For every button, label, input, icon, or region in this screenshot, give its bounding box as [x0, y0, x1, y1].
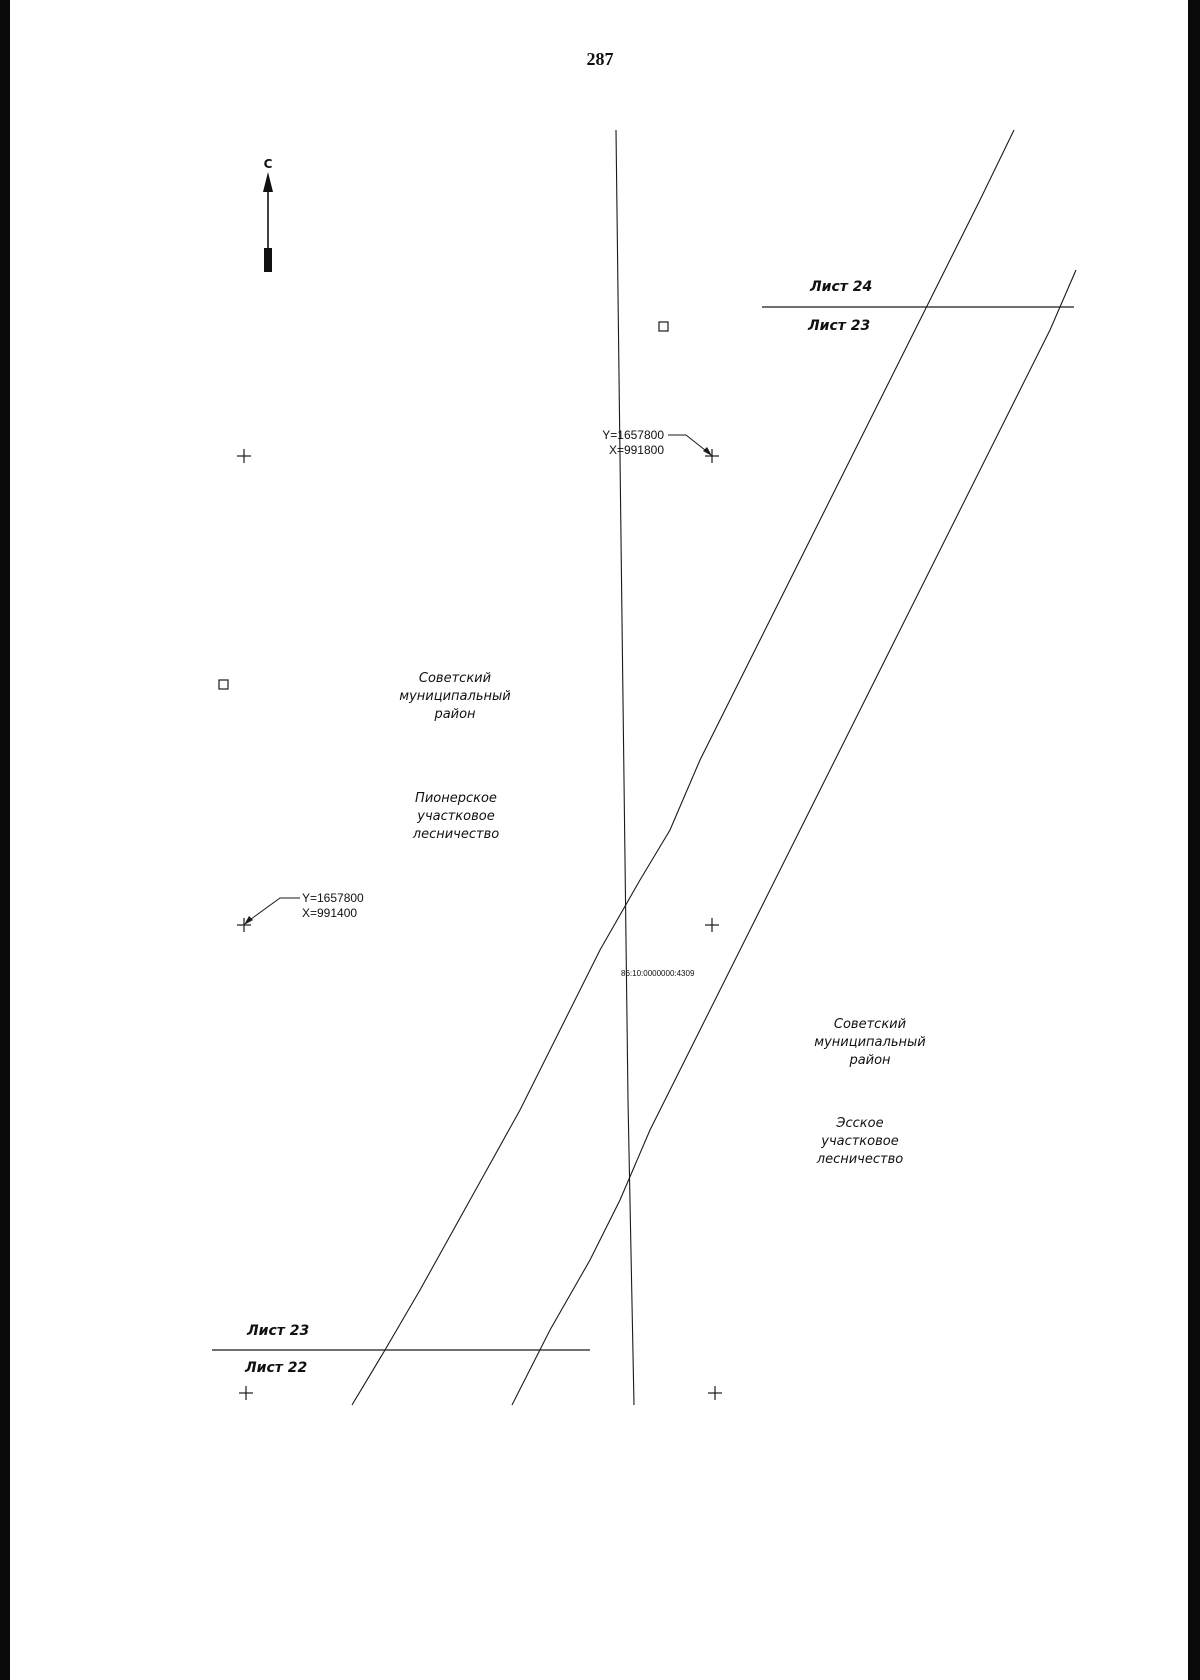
- square-marker-icon: [659, 322, 668, 331]
- sheet-label-bottom-lower: Лист 22: [245, 1360, 308, 1376]
- vertical-boundary-line: [616, 130, 634, 1405]
- square-marker-icon: [219, 680, 228, 689]
- parcel-number-label: 86:10:0000000:4309: [621, 969, 695, 978]
- grid-cross-icon: [708, 1386, 722, 1400]
- coordinate-label-lower: [302, 891, 364, 921]
- coordinate-label-upper: [594, 428, 664, 458]
- corridor-left-line: [352, 130, 1014, 1405]
- sheet-label-bottom-upper: Лист 23: [247, 1323, 310, 1339]
- district-label-west: Советский муниципальный район: [399, 671, 511, 722]
- forestry-label-west: Пионерское участковое лесничество: [412, 791, 500, 842]
- grid-cross-icon: [239, 1386, 253, 1400]
- north-arrow-icon: [263, 157, 273, 272]
- coordinate-x: X=991400: [302, 906, 358, 920]
- coordinate-x: X=991800: [608, 443, 664, 457]
- coordinate-y: Y=1657800: [602, 428, 664, 442]
- arrowhead-icon: [244, 916, 253, 925]
- forestry-label-east: Эсское участковое лесничество: [816, 1116, 904, 1167]
- sheet-label-top-upper: Лист 24: [810, 279, 873, 295]
- grid-cross-icon: [237, 449, 251, 463]
- page-number: 287: [586, 49, 614, 69]
- district-label-east: Советский муниципальный район: [814, 1017, 926, 1068]
- grid-cross-icon: [705, 918, 719, 932]
- arrowhead-icon: [703, 447, 712, 456]
- north-arrow-letter: С: [263, 157, 273, 171]
- coordinate-leader-lower: [247, 898, 300, 922]
- sheet-label-top-lower: Лист 23: [808, 318, 871, 334]
- coordinate-y: Y=1657800: [302, 891, 364, 905]
